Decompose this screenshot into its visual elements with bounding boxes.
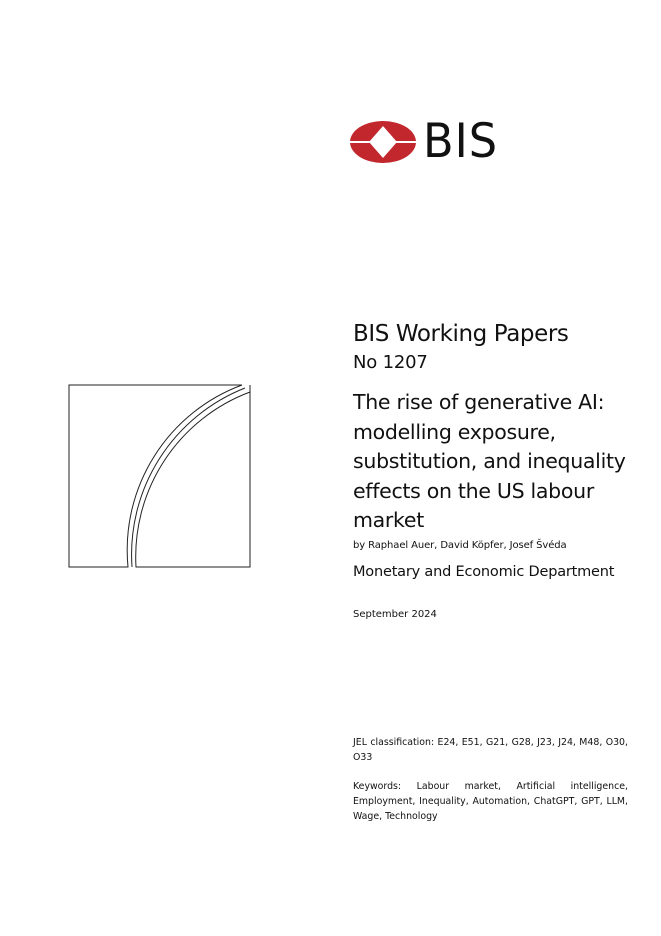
emblem-graphic	[68, 384, 252, 568]
publication-date: September 2024	[353, 609, 437, 620]
bis-logo-mark-icon	[349, 116, 417, 168]
paper-authors: by Raphael Auer, David Köpfer, Josef Švéda	[353, 540, 567, 551]
paper-title: The rise of generative AI: modelling exposure, substitution, and inequality effects on the US labour market	[353, 390, 626, 532]
series-name: BIS Working Papers	[353, 321, 569, 347]
bis-logo	[349, 114, 519, 170]
department: Monetary and Economic Department	[353, 564, 615, 580]
jel-classification: JEL classification: E24, E51, G21, G28, J23, J24, M48, O30, O33	[353, 737, 628, 763]
keywords: Keywords: Labour market, Artificial intelligence, Employment, Inequality, Automation, ChatGPT, GPT, LLM, Wage, Technology	[353, 781, 628, 822]
paper-number: No 1207	[353, 352, 428, 373]
bis-logo-text: BIS	[423, 114, 499, 169]
